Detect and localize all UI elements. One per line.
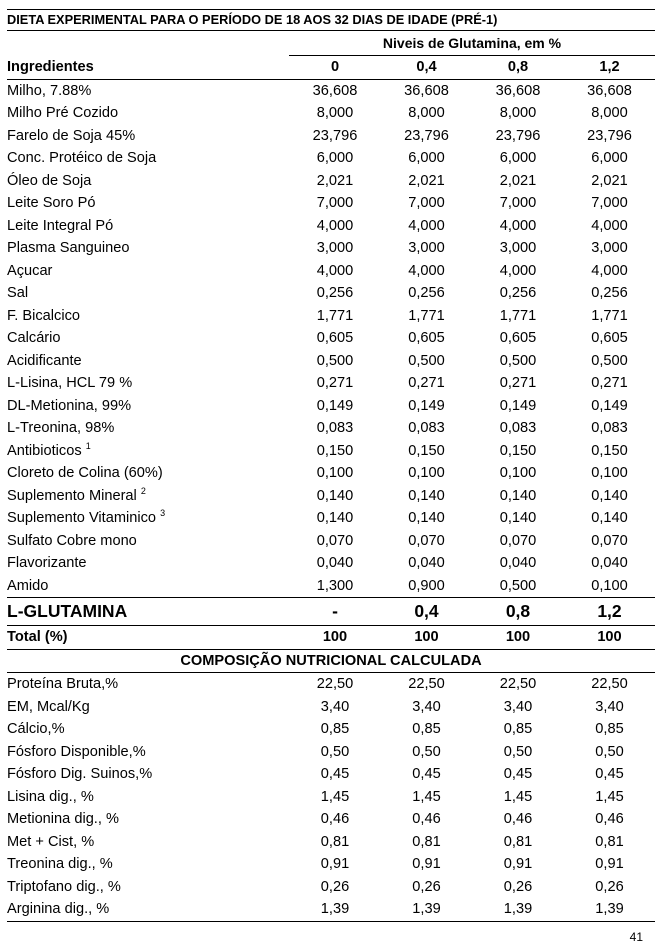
header-level: 1,2 [564, 56, 655, 80]
row-label [7, 237, 289, 260]
row-label-text: Amido [7, 577, 49, 594]
row-value: 1,771 [591, 307, 628, 324]
row-value: 0,100 [316, 465, 354, 481]
row-value: 0,50 [320, 743, 350, 760]
row-value: 0,85 [320, 721, 350, 737]
row-label [7, 831, 289, 854]
ingredient-row [7, 417, 655, 440]
row-value: 0,45 [503, 766, 533, 782]
row-label [7, 260, 289, 283]
row-value: 0,500 [499, 352, 537, 369]
row-value: 1,771 [408, 307, 445, 324]
table-title: DIETA EXPERIMENTAL PARA O PERÍODO DE 18 AOS 32 DIAS DE IDADE (PRÉ-1) [7, 10, 655, 31]
page-number: 41 [629, 930, 643, 944]
row-value: 0,46 [412, 811, 441, 827]
row-value: 0,100 [408, 465, 445, 481]
row-label [7, 350, 289, 373]
composition-row [7, 808, 655, 831]
row-value: 0,140 [499, 510, 537, 526]
row-value: 0,150 [591, 442, 628, 459]
row-label-text: L-Treonina, 98% [7, 420, 115, 436]
row-label-text: Óleo de Soja [7, 172, 92, 189]
row-value: - [289, 598, 381, 626]
row-value: 0,500 [408, 352, 445, 369]
row-value: 0,46 [595, 811, 624, 827]
row-value: 0,45 [320, 766, 350, 782]
ingredient-row [7, 530, 655, 553]
row-value: 0,500 [499, 577, 537, 594]
ingredient-row [7, 552, 655, 575]
row-value: 100 [289, 626, 381, 650]
row-label-text: Leite Integral Pó [7, 217, 114, 234]
row-label-text: Açucar [7, 262, 53, 279]
ingredient-row [7, 507, 655, 530]
ingredient-row [7, 305, 655, 328]
row-value: 6,000 [499, 150, 537, 166]
row-value: 0,150 [499, 442, 537, 459]
row-label-text: F. Bicalcico [7, 307, 80, 324]
row-value: 1,39 [289, 898, 381, 921]
row-value: 0,100 [499, 465, 537, 481]
row-label [7, 282, 289, 305]
row-value: 0,140 [408, 510, 445, 526]
row-value: 7,000 [408, 195, 445, 211]
row-label [7, 598, 289, 626]
row-value: 6,000 [591, 150, 628, 166]
composition-title-row [7, 649, 655, 673]
ingredient-row [7, 575, 655, 598]
row-label-text: Suplemento Mineral [7, 487, 141, 504]
row-label-text: Arginina dig., % [7, 901, 110, 917]
row-label [7, 440, 289, 463]
row-label [7, 462, 289, 485]
row-label [7, 552, 289, 575]
row-value: 0,150 [316, 442, 354, 459]
row-label [7, 417, 289, 440]
row-label [7, 696, 289, 719]
header-ingredients: Ingredientes [7, 56, 289, 80]
row-label [7, 147, 289, 170]
row-value: 2,021 [591, 172, 628, 189]
glutamine-row [7, 598, 655, 626]
row-value: 0,070 [408, 532, 445, 549]
composition-row [7, 741, 655, 764]
row-label [7, 125, 289, 148]
row-label-text: Metionina dig., % [7, 811, 119, 827]
row-value: 0,140 [499, 487, 537, 504]
row-value: 0,605 [316, 330, 354, 346]
row-value: 0,140 [591, 487, 628, 504]
row-value: 2,021 [408, 172, 445, 189]
row-value: 0,605 [408, 330, 445, 346]
row-label [7, 626, 289, 650]
row-value: 0,256 [591, 285, 628, 301]
total-row [7, 626, 655, 650]
row-label [7, 395, 289, 418]
row-value: 0,140 [316, 510, 354, 526]
row-value: 22,50 [499, 676, 537, 692]
composition-row [7, 673, 655, 696]
row-label-text: Milho, 7.88% [7, 82, 92, 99]
row-value: 1,39 [381, 898, 472, 921]
row-value: 36,608 [495, 82, 541, 99]
row-value: 0,85 [595, 721, 624, 737]
row-value: 22,50 [408, 676, 445, 692]
ingredient-row [7, 147, 655, 170]
levels-spacer [7, 31, 289, 56]
row-label [7, 898, 289, 921]
row-label-text: Farelo de Soja 45% [7, 127, 136, 144]
row-label-text: Calcário [7, 330, 61, 346]
composition-row [7, 696, 655, 719]
composition-row [7, 876, 655, 899]
row-label-text: Met + Cist, % [7, 833, 95, 850]
row-value: 0,4 [381, 598, 472, 626]
row-value: 0,100 [591, 577, 628, 594]
row-value: 0,91 [320, 856, 350, 872]
row-value: 3,000 [591, 240, 628, 256]
row-value: 0,81 [412, 833, 441, 850]
composition-row [7, 786, 655, 809]
row-value: 6,000 [316, 150, 354, 166]
row-value: 1,300 [316, 577, 354, 594]
row-label-text: Milho Pré Cozido [7, 105, 119, 121]
header-level: 0,8 [472, 56, 564, 80]
row-value: 0,46 [320, 811, 350, 827]
row-label [7, 530, 289, 553]
row-value: 8,000 [591, 105, 628, 121]
levels-row [7, 31, 655, 56]
row-label-text: Proteína Bruta,% [7, 676, 119, 692]
row-value: 4,000 [499, 262, 537, 279]
row-label [7, 79, 289, 102]
row-label-text: EM, Mcal/Kg [7, 698, 90, 715]
table-title-row [7, 10, 655, 31]
row-value: 22,50 [316, 676, 354, 692]
row-value: 1,45 [595, 788, 624, 805]
ingredient-row [7, 170, 655, 193]
row-label [7, 673, 289, 696]
row-value: 0,91 [412, 856, 441, 872]
row-value: 0,149 [316, 397, 354, 414]
row-label-text: Conc. Protéico de Soja [7, 150, 157, 166]
ingredient-row [7, 372, 655, 395]
row-value: 23,796 [587, 127, 632, 144]
row-label-text: Plasma Sanguineo [7, 240, 130, 256]
row-value: 0,50 [595, 743, 624, 760]
row-value: 0,900 [408, 577, 445, 594]
row-value: 0,083 [499, 420, 537, 436]
row-label [7, 808, 289, 831]
row-value: 0,271 [316, 375, 354, 391]
row-label-text: Antibioticos [7, 442, 86, 459]
row-value: 0,271 [591, 375, 628, 391]
row-value: 0,26 [503, 878, 533, 895]
row-value: 0,500 [591, 352, 628, 369]
row-value: 0,85 [412, 721, 441, 737]
header-row [7, 56, 655, 80]
row-value: 36,608 [404, 82, 449, 99]
row-value: 0,46 [503, 811, 533, 827]
row-value: 0,070 [316, 532, 354, 549]
row-label [7, 327, 289, 350]
row-value: 4,000 [408, 262, 445, 279]
row-value: 1,39 [564, 898, 655, 921]
row-value: 23,796 [312, 127, 358, 144]
header-level: 0,4 [381, 56, 472, 80]
row-value: 0,083 [591, 420, 628, 436]
row-value: 0,256 [316, 285, 354, 301]
row-value: 0,256 [499, 285, 537, 301]
row-value: 0,85 [503, 721, 533, 737]
row-value: 1,2 [564, 598, 655, 626]
row-value: 0,149 [499, 397, 537, 414]
row-value: 0,149 [591, 397, 628, 414]
row-value: 4,000 [408, 217, 445, 234]
footnote-marker: 3 [160, 508, 166, 519]
ingredient-row [7, 485, 655, 508]
row-value: 0,81 [503, 833, 533, 850]
row-value: 8,000 [499, 105, 537, 121]
row-value: 3,40 [503, 698, 533, 715]
row-label [7, 372, 289, 395]
ingredient-row [7, 260, 655, 283]
row-value: 100 [472, 626, 564, 650]
footnote-marker: 2 [140, 485, 146, 496]
row-value: 3,000 [316, 240, 354, 256]
row-value: 36,608 [587, 82, 632, 99]
row-label-text: Fósforo Disponible,% [7, 743, 146, 760]
row-value: 0,26 [320, 878, 350, 895]
row-value: 6,000 [408, 150, 445, 166]
row-value: 0,149 [408, 397, 445, 414]
row-value: 100 [564, 626, 655, 650]
row-label-text: DL-Metionina, 99% [7, 397, 132, 414]
row-value: 0,083 [316, 420, 354, 436]
row-value: 0,150 [408, 442, 445, 459]
row-value: 100 [381, 626, 472, 650]
header-level: 0 [289, 56, 381, 80]
row-label-text: Triptofano dig., % [7, 878, 121, 895]
row-label-text: Flavorizante [7, 555, 87, 571]
row-value: 0,81 [595, 833, 624, 850]
composition-row [7, 718, 655, 741]
composition-row [7, 763, 655, 786]
row-value: 1,771 [499, 307, 537, 324]
row-label-text: Sulfato Cobre mono [7, 532, 137, 549]
diet-table [7, 9, 655, 922]
row-value: 0,50 [503, 743, 533, 760]
row-label [7, 170, 289, 193]
ingredient-row [7, 79, 655, 102]
row-label [7, 763, 289, 786]
row-value: 1,45 [412, 788, 441, 805]
row-value: 7,000 [499, 195, 537, 211]
row-label [7, 575, 289, 598]
row-value: 4,000 [316, 262, 354, 279]
row-value: 0,45 [412, 766, 441, 782]
row-value: 0,271 [408, 375, 445, 391]
ingredient-row [7, 440, 655, 463]
row-value: 0,605 [591, 330, 628, 346]
row-value: 0,140 [591, 510, 628, 526]
row-label-text: L-GLUTAMINA [7, 601, 128, 621]
row-value: 4,000 [591, 262, 628, 279]
row-label-text: Treonina dig., % [7, 856, 113, 872]
row-value: 4,000 [316, 217, 354, 234]
row-value: 0,040 [408, 555, 445, 571]
row-value: 22,50 [591, 676, 628, 692]
row-label [7, 741, 289, 764]
diet-table-container [7, 9, 655, 922]
row-value: 0,040 [316, 555, 354, 571]
row-label-text: Suplemento Vitaminico [7, 510, 161, 526]
row-value: 2,021 [316, 172, 354, 189]
row-value: 3,40 [320, 698, 350, 715]
row-label-text: L-Lisina, HCL 79 % [7, 375, 133, 391]
row-value: 3,40 [412, 698, 441, 715]
row-value: 0,100 [591, 465, 628, 481]
row-value: 0,45 [595, 766, 624, 782]
ingredient-row [7, 462, 655, 485]
row-value: 1,45 [320, 788, 350, 805]
row-label [7, 215, 289, 238]
row-value: 8,000 [408, 105, 445, 121]
row-value: 0,50 [412, 743, 441, 760]
ingredient-row [7, 395, 655, 418]
row-value: 0,91 [503, 856, 533, 872]
row-label [7, 853, 289, 876]
composition-title: COMPOSIÇÃO NUTRICIONAL CALCULADA [7, 649, 655, 673]
row-value: 3,40 [595, 698, 624, 715]
row-value: 0,271 [499, 375, 537, 391]
row-value: 7,000 [591, 195, 628, 211]
row-value: 0,140 [408, 487, 445, 504]
row-value: 7,000 [316, 195, 354, 211]
row-label-text: Cálcio,% [7, 721, 65, 737]
row-value: 23,796 [495, 127, 541, 144]
row-value: 0,140 [316, 487, 354, 504]
row-value: 2,021 [499, 172, 537, 189]
row-value: 8,000 [316, 105, 354, 121]
row-label-text: Lisina dig., % [7, 788, 94, 805]
row-value: 0,083 [408, 420, 445, 436]
row-label [7, 102, 289, 125]
composition-row [7, 853, 655, 876]
row-value: 1,45 [503, 788, 533, 805]
row-value: 3,000 [499, 240, 537, 256]
row-value: 1,771 [316, 307, 354, 324]
footnote-marker: 1 [85, 440, 91, 451]
row-value: 0,070 [499, 532, 537, 549]
levels-label: Niveis de Glutamina, em % [289, 31, 655, 56]
row-label [7, 507, 289, 530]
row-value: 0,26 [595, 878, 624, 895]
ingredient-row [7, 215, 655, 238]
row-value: 1,39 [472, 898, 564, 921]
row-value: 0,8 [472, 598, 564, 626]
row-label-text: Cloreto de Colina (60%) [7, 465, 163, 481]
row-value: 0,500 [316, 352, 354, 369]
row-value: 0,070 [591, 532, 628, 549]
ingredient-row [7, 237, 655, 260]
row-value: 0,26 [412, 878, 441, 895]
row-value: 0,91 [595, 856, 624, 872]
row-value: 23,796 [404, 127, 449, 144]
composition-row [7, 898, 655, 921]
ingredient-row [7, 125, 655, 148]
composition-row [7, 831, 655, 854]
row-label-text: Acidificante [7, 352, 82, 369]
row-value: 0,81 [320, 833, 350, 850]
row-label [7, 485, 289, 508]
row-label [7, 718, 289, 741]
row-value: 0,605 [499, 330, 537, 346]
ingredient-row [7, 350, 655, 373]
row-label [7, 786, 289, 809]
ingredient-row [7, 102, 655, 125]
row-label [7, 192, 289, 215]
row-label-text: Sal [7, 285, 29, 301]
row-label-text: Leite Soro Pó [7, 195, 96, 211]
row-value: 36,608 [312, 82, 358, 99]
row-label [7, 876, 289, 899]
ingredient-row [7, 327, 655, 350]
ingredient-row [7, 282, 655, 305]
row-value: 4,000 [591, 217, 628, 234]
row-value: 3,000 [408, 240, 445, 256]
row-label-text: Fósforo Dig. Suinos,% [7, 766, 153, 782]
row-value: 0,040 [591, 555, 628, 571]
row-value: 4,000 [499, 217, 537, 234]
row-label-text: Total (%) [7, 629, 68, 645]
row-value: 0,040 [499, 555, 537, 571]
ingredient-row [7, 192, 655, 215]
row-label [7, 305, 289, 328]
row-value: 0,256 [408, 285, 445, 301]
